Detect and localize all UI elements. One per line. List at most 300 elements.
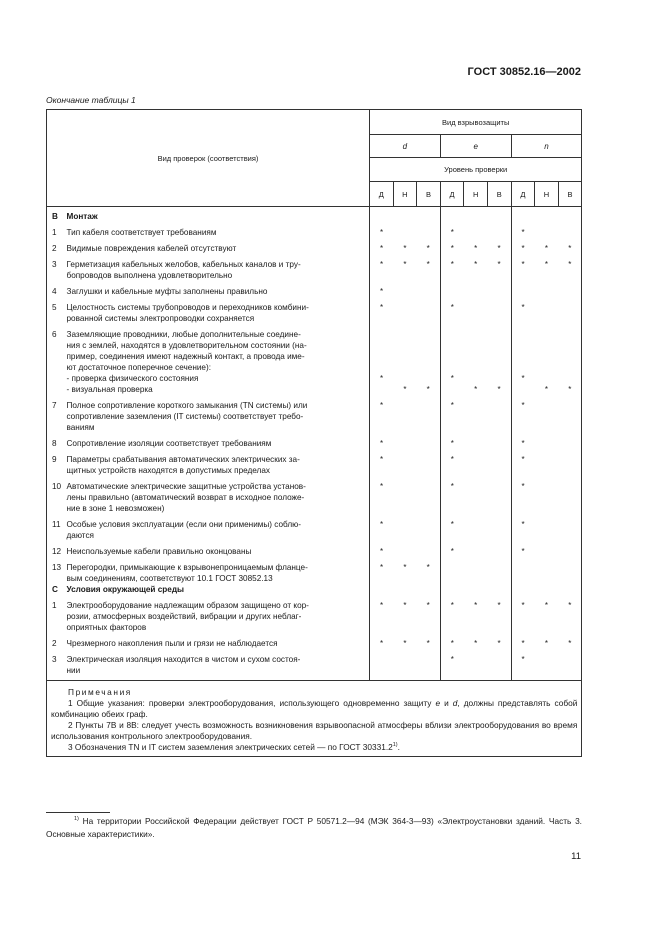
check-mark: * [426, 601, 430, 610]
check-mark-cell [535, 297, 559, 324]
check-mark [558, 400, 581, 411]
check-description [67, 297, 370, 324]
check-mark-cell [393, 449, 417, 476]
check-mark-cell [370, 449, 394, 476]
check-mark: * [521, 639, 525, 648]
check-mark [535, 351, 559, 362]
check-mark: * [568, 385, 572, 394]
table-row [47, 541, 582, 557]
check-mark [370, 329, 393, 340]
check-mark-cell [464, 633, 488, 649]
check-mark: * [497, 260, 501, 269]
check-mark [535, 302, 559, 313]
check-mark-cell [487, 595, 511, 633]
check-mark-cell [370, 222, 394, 238]
check-mark: * [474, 639, 478, 648]
check-mark-cell [393, 649, 417, 681]
check-mark: * [521, 482, 525, 491]
header-protection-e: e [440, 135, 511, 158]
note-1-part: d [452, 698, 458, 708]
check-mark [558, 227, 581, 238]
header-protection-n: n [511, 135, 582, 158]
check-mark-cell [511, 222, 535, 238]
check-mark [417, 351, 440, 362]
check-mark [417, 227, 440, 238]
check-mark [558, 519, 581, 530]
check-mark-cell [511, 395, 535, 433]
check-mark-cell [535, 633, 559, 649]
check-mark: * [521, 547, 525, 556]
check-description [67, 541, 370, 557]
check-description [67, 449, 370, 476]
item-number: 8 [47, 433, 67, 449]
check-mark: * [450, 601, 454, 610]
item-number: C [47, 584, 67, 595]
check-mark-cell [393, 541, 417, 557]
check-mark [558, 340, 581, 351]
description-line: Чрезмерного накопления пыли и грязи не наблюдается [66, 639, 278, 648]
check-mark [487, 302, 510, 313]
check-mark-cell [487, 238, 511, 254]
check-mark [393, 286, 417, 297]
check-mark [487, 546, 510, 557]
check-mark [487, 373, 510, 384]
check-mark [487, 519, 510, 530]
check-mark [535, 438, 559, 449]
check-mark: * [497, 385, 501, 394]
check-description [67, 557, 370, 584]
check-mark-cell [511, 649, 535, 681]
check-mark-cell [487, 297, 511, 324]
note-3-end: . [397, 742, 400, 752]
check-mark-cell [511, 281, 535, 297]
check-mark [464, 562, 488, 573]
check-mark-cell [487, 254, 511, 281]
check-mark [441, 384, 464, 395]
check-mark: * [521, 401, 525, 410]
check-mark-cell [393, 395, 417, 433]
check-mark: * [426, 639, 430, 648]
check-mark-cell [393, 633, 417, 649]
check-mark-cell [464, 254, 488, 281]
check-mark: * [403, 639, 407, 648]
description-line: - визуальная проверка [66, 385, 153, 394]
check-mark-cell [393, 433, 417, 449]
item-number: 4 [47, 281, 67, 297]
check-mark-cell [440, 222, 464, 238]
check-mark [441, 340, 464, 351]
check-mark: * [521, 601, 525, 610]
check-mark: * [521, 244, 525, 253]
check-mark-cell [511, 557, 535, 584]
check-mark: * [450, 547, 454, 556]
check-mark [417, 329, 440, 340]
check-mark: * [450, 520, 454, 529]
check-mark-cell [558, 584, 582, 595]
check-mark [535, 329, 559, 340]
check-mark-cell [535, 254, 559, 281]
check-mark: * [544, 260, 549, 269]
description-line: Тип кабеля соответствует требованиям [66, 228, 217, 237]
description-line: Видимые повреждения кабелей отсутствуют [66, 244, 237, 253]
check-mark [464, 373, 488, 384]
check-mark-cell [487, 514, 511, 541]
check-mark [417, 340, 440, 351]
check-mark-cell [535, 557, 559, 584]
check-mark-cell [535, 433, 559, 449]
check-mark-cell [464, 395, 488, 433]
check-mark-cell [370, 557, 394, 584]
check-mark: * [450, 303, 454, 312]
check-mark [558, 546, 581, 557]
level-label: Н [393, 182, 417, 207]
check-mark [487, 351, 510, 362]
table-row [47, 514, 582, 541]
check-mark [558, 351, 581, 362]
check-mark-cell [393, 254, 417, 281]
check-mark-cell [417, 595, 441, 633]
check-mark: * [379, 244, 384, 253]
check-mark [464, 362, 488, 373]
check-mark-cell [511, 633, 535, 649]
check-mark-cell [464, 541, 488, 557]
check-mark [417, 400, 440, 411]
level-label: Д [370, 182, 394, 207]
item-number: 3 [47, 254, 67, 281]
check-description [67, 281, 370, 297]
check-mark: * [521, 520, 525, 529]
check-mark [487, 438, 510, 449]
check-mark [464, 481, 488, 492]
check-mark-cell [417, 207, 441, 223]
check-mark [417, 302, 440, 313]
check-mark [464, 454, 488, 465]
description-line: Герметизация кабельных желобов, кабельных каналов и тру- [66, 260, 301, 269]
check-mark-cell [440, 633, 464, 649]
table-row [47, 281, 582, 297]
check-mark-cell [464, 595, 488, 633]
check-mark [512, 562, 535, 573]
check-mark-cell [464, 281, 488, 297]
check-mark-cell [511, 584, 535, 595]
description-line: Сопротивление изоляции соответствует требованиям [66, 439, 272, 448]
check-mark-cell [464, 238, 488, 254]
check-mark-cell [440, 449, 464, 476]
check-mark [417, 286, 440, 297]
check-mark-cell [393, 297, 417, 324]
check-mark [512, 340, 535, 351]
check-mark [558, 302, 581, 313]
check-mark-cell [393, 514, 417, 541]
check-mark [487, 562, 510, 573]
check-mark-cell [440, 476, 464, 514]
check-mark [558, 562, 581, 573]
check-mark-cell [370, 238, 394, 254]
check-mark-cell [417, 254, 441, 281]
check-mark-cell [535, 649, 559, 681]
check-mark-cell [370, 324, 394, 395]
check-mark-cell [393, 207, 417, 223]
check-mark [393, 546, 417, 557]
check-mark: * [544, 639, 549, 648]
check-mark-cell [511, 433, 535, 449]
table-row [47, 238, 582, 254]
description-line: Неиспользуемые кабели правильно оконцованы [66, 547, 252, 556]
check-mark [464, 340, 488, 351]
check-mark [393, 340, 417, 351]
check-mark-cell [511, 297, 535, 324]
check-mark: * [403, 244, 407, 253]
check-mark [535, 227, 559, 238]
footnote [46, 815, 582, 841]
check-mark: * [521, 374, 525, 383]
check-mark: * [497, 639, 501, 648]
check-mark-cell [558, 433, 582, 449]
check-mark [487, 362, 510, 373]
item-number: 10 [47, 476, 67, 514]
item-number: 2 [47, 238, 67, 254]
check-description [67, 395, 370, 433]
check-mark: * [379, 401, 384, 410]
check-mark: * [426, 244, 430, 253]
description-line: ния с землей, находятся в удовлетворительном состоянии (на- [66, 341, 307, 350]
description-line: Электрическая изоляция находится в чистом и сухом состоя- [66, 655, 301, 664]
check-mark-cell [417, 649, 441, 681]
check-mark-cell [393, 476, 417, 514]
check-mark-cell [417, 633, 441, 649]
check-mark: * [379, 439, 384, 448]
check-mark [393, 481, 417, 492]
check-mark-cell [558, 238, 582, 254]
check-mark [535, 519, 559, 530]
check-mark-cell [487, 584, 511, 595]
description-line: Условия окружающей среды [66, 585, 185, 594]
check-mark [487, 454, 510, 465]
table-caption: Окончание таблицы 1 [46, 95, 136, 105]
check-mark-cell [464, 649, 488, 681]
check-mark: * [568, 260, 572, 269]
item-number: 2 [47, 633, 67, 649]
table-row [47, 433, 582, 449]
description-line: сопротивление заземления (IT системы) соответствует требо- [66, 412, 304, 421]
check-mark-cell [440, 238, 464, 254]
check-description [67, 476, 370, 514]
check-mark: * [450, 401, 454, 410]
check-mark-cell [558, 449, 582, 476]
check-mark-cell [393, 281, 417, 297]
description-line: Целостность системы трубопроводов и переходников комбини- [66, 303, 309, 312]
check-mark-cell [370, 595, 394, 633]
description-line: рованной системы электропроводки сохраняется [66, 314, 255, 323]
check-mark: * [426, 260, 430, 269]
check-mark [535, 654, 559, 665]
check-mark [535, 286, 559, 297]
check-mark: * [450, 439, 454, 448]
check-mark-cell [511, 207, 535, 223]
check-mark-cell [417, 222, 441, 238]
check-mark-cell [535, 476, 559, 514]
check-mark-cell [440, 297, 464, 324]
check-mark [393, 227, 417, 238]
header-protection-d: d [370, 135, 441, 158]
table-row [47, 297, 582, 324]
check-mark-cell [558, 557, 582, 584]
level-label: Н [535, 182, 559, 207]
check-mark-cell [464, 324, 488, 395]
check-mark-cell [487, 633, 511, 649]
check-mark: * [544, 244, 549, 253]
check-mark-cell [464, 584, 488, 595]
check-mark [535, 340, 559, 351]
check-mark-cell [440, 514, 464, 541]
check-mark-cell [393, 595, 417, 633]
check-mark-cell [487, 449, 511, 476]
check-mark: * [450, 244, 454, 253]
check-mark-cell [417, 514, 441, 541]
check-mark [393, 454, 417, 465]
check-mark [464, 286, 488, 297]
check-mark: * [379, 563, 384, 572]
check-mark [417, 519, 440, 530]
check-mark-cell [558, 324, 582, 395]
description-line: Заземляющие проводники, любые дополнительные соедине- [66, 330, 301, 339]
item-number: 12 [47, 541, 67, 557]
item-number: 7 [47, 395, 67, 433]
check-mark [464, 400, 488, 411]
check-mark: * [521, 439, 525, 448]
check-mark-cell [417, 297, 441, 324]
check-mark [487, 329, 510, 340]
check-mark [512, 384, 535, 395]
header-protection-type: Вид взрывозащиты [370, 110, 582, 135]
check-mark-cell [535, 238, 559, 254]
check-mark [512, 329, 535, 340]
check-mark [535, 454, 559, 465]
check-mark: * [379, 455, 384, 464]
check-mark-cell [535, 207, 559, 223]
check-mark [393, 329, 417, 340]
check-mark-cell [558, 254, 582, 281]
check-mark [487, 227, 510, 238]
check-mark-cell [535, 222, 559, 238]
check-mark: * [497, 244, 501, 253]
check-mark-cell [487, 222, 511, 238]
description-line: щитных устройств находятся в допустимых пределах [66, 466, 270, 475]
check-mark: * [544, 601, 549, 610]
check-mark [512, 351, 535, 362]
check-mark: * [521, 260, 525, 269]
description-line: вым соединениям, соответствуют 10.1 ГОСТ 30852.13 [66, 574, 273, 583]
check-mark-cell [440, 541, 464, 557]
item-number: 13 [47, 557, 67, 584]
check-mark-cell [464, 514, 488, 541]
check-mark: * [450, 655, 454, 664]
check-mark [558, 329, 581, 340]
check-mark-cell [370, 476, 394, 514]
check-mark [535, 546, 559, 557]
check-mark-cell [417, 476, 441, 514]
check-mark: * [379, 547, 384, 556]
check-mark-cell [558, 595, 582, 633]
description-line: ваниям [66, 423, 95, 432]
check-mark-cell [558, 395, 582, 433]
check-mark [487, 654, 510, 665]
table-row [47, 449, 582, 476]
check-mark [370, 351, 393, 362]
check-mark-cell [440, 649, 464, 681]
check-mark [441, 329, 464, 340]
check-mark-cell [511, 541, 535, 557]
table-row [47, 254, 582, 281]
check-mark [393, 302, 417, 313]
check-mark-cell [440, 324, 464, 395]
check-mark [558, 362, 581, 373]
description-line: Заглушки и кабельные муфты заполнены правильно [66, 287, 268, 296]
check-mark: * [521, 228, 525, 237]
check-mark [558, 373, 581, 384]
check-mark-cell [393, 222, 417, 238]
section-row [47, 207, 582, 223]
check-mark [464, 351, 488, 362]
check-mark: * [403, 601, 407, 610]
check-mark [535, 562, 559, 573]
check-mark-cell [370, 433, 394, 449]
section-title [67, 207, 370, 223]
check-mark-cell [440, 584, 464, 595]
check-mark-cell [370, 541, 394, 557]
check-mark: * [379, 303, 384, 312]
note-1-part: и [440, 698, 453, 708]
check-mark: * [450, 639, 454, 648]
level-label: В [487, 182, 511, 207]
check-mark-cell [535, 449, 559, 476]
inspection-table [46, 109, 582, 757]
check-mark [512, 362, 535, 373]
description-line: - проверка физического состояния [66, 374, 199, 383]
check-mark-cell [393, 238, 417, 254]
check-mark-cell [558, 476, 582, 514]
check-description [67, 595, 370, 633]
item-number: B [47, 207, 67, 223]
check-mark [370, 654, 393, 665]
level-label: Д [511, 182, 535, 207]
check-mark: * [497, 601, 501, 610]
notes-title: Примечания [68, 687, 132, 697]
check-mark-cell [417, 281, 441, 297]
description-line: Параметры срабатывания автоматических электрических за- [66, 455, 300, 464]
description-line: лены правильно (автоматический возврат в исходное положе- [66, 493, 305, 502]
check-mark-cell [558, 297, 582, 324]
check-mark [512, 286, 535, 297]
check-mark-cell [558, 541, 582, 557]
description-line: Перегородки, примыкающие к взрывонепроницаемым фланце- [66, 563, 308, 572]
check-mark [464, 519, 488, 530]
check-mark: * [403, 563, 407, 572]
check-mark-cell [464, 207, 488, 223]
check-mark: * [379, 287, 384, 296]
level-label: Н [464, 182, 488, 207]
check-mark-cell [440, 433, 464, 449]
check-mark [417, 438, 440, 449]
check-mark-cell [440, 254, 464, 281]
check-mark: * [474, 601, 478, 610]
check-mark-cell [535, 514, 559, 541]
check-mark [441, 562, 464, 573]
check-mark: * [450, 228, 454, 237]
item-number: 3 [47, 649, 67, 681]
check-mark: * [521, 303, 525, 312]
description-line: розии, атмосферных воздействий, вибрации и других неблаг- [66, 612, 302, 621]
